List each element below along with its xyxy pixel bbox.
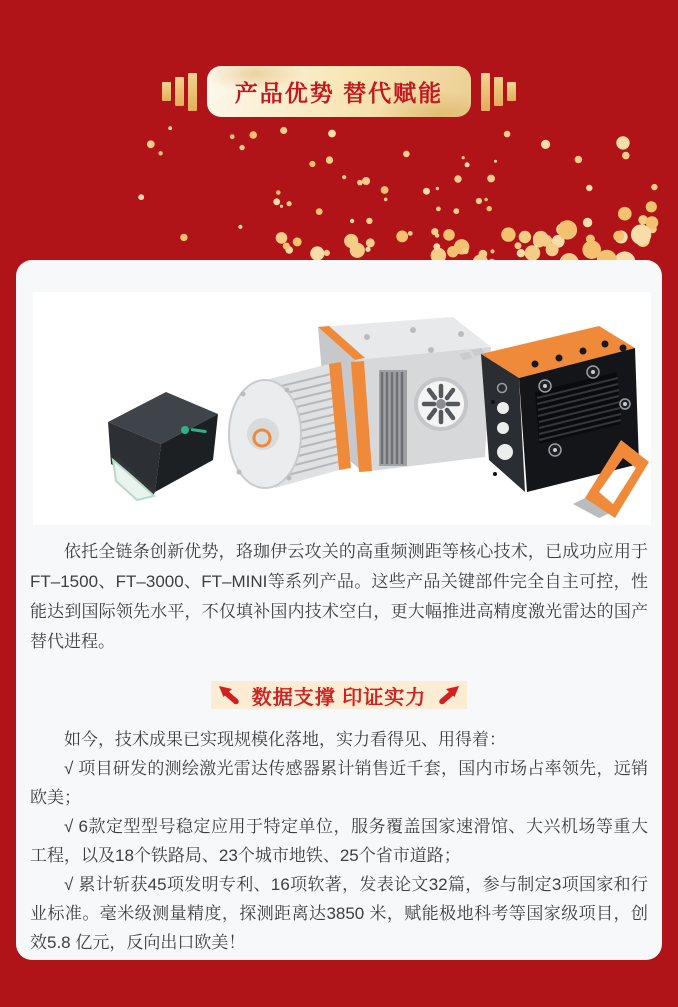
subsection-title: 数据支撑 印证实力 bbox=[251, 686, 427, 709]
result-bullet: √ 累计斩获45项发明专利、16项软著，发表论文32篇，参与制定3项国家和行业标准。毫米级测量精度，探测距离达3850 米，赋能极地科考等国家级项目，创效5.8 亿元，反向出口欧美！ bbox=[30, 875, 648, 952]
section-title: 产品优势 替代赋能 bbox=[234, 80, 444, 106]
results-intro: 如今，技术成果已实现规模化落地，实力看得见、用得着： bbox=[64, 730, 506, 749]
gold-bar-icon bbox=[481, 73, 490, 111]
arrow-up-left-icon bbox=[217, 684, 239, 706]
results-section bbox=[30, 725, 648, 957]
result-bullet: √ 项目研发的测绘激光雷达传感器累计销售近千套，国内市场占率领先，远销欧美； bbox=[30, 759, 648, 807]
sub-banner-row bbox=[30, 681, 648, 709]
article-body bbox=[16, 537, 662, 957]
content-card bbox=[16, 260, 662, 960]
gold-bar-icon bbox=[175, 77, 184, 106]
section-title-pill bbox=[207, 66, 471, 117]
gold-bars-right-icon bbox=[481, 73, 516, 111]
compact-black-lidar-image bbox=[108, 392, 218, 500]
gold-bar-icon bbox=[188, 73, 197, 111]
silver-orange-lidar-image bbox=[229, 317, 491, 488]
gold-bars-left-icon bbox=[162, 73, 197, 111]
result-bullet: √ 6款定型型号稳定应用于特定单位，服务覆盖国家速滑馆、大兴机场等重大工程，以及18个铁路局、23个城市地铁、25个省市道路； bbox=[30, 817, 648, 865]
gold-bar-icon bbox=[162, 82, 171, 101]
subsection-banner bbox=[211, 681, 467, 709]
arrow-up-right-icon bbox=[439, 684, 461, 706]
gold-bar-icon bbox=[507, 82, 516, 101]
black-orange-lidar-image bbox=[481, 326, 649, 518]
promo-banner bbox=[0, 66, 678, 117]
confetti-decoration bbox=[0, 0, 678, 270]
gold-bar-icon bbox=[494, 77, 503, 106]
intro-paragraph: 依托全链条创新优势，珞珈伊云攻关的高重频测距等核心技术，已成功应用于FT–1500、FT–3000、FT–MINI等系列产品。这些产品关键部件完全自主可控，性能达到国际领先水平，不仅填补国内技术空白，更大幅推进高精度激光雷达的国产替代进程。 bbox=[30, 542, 648, 651]
product-hero-image bbox=[33, 292, 651, 525]
